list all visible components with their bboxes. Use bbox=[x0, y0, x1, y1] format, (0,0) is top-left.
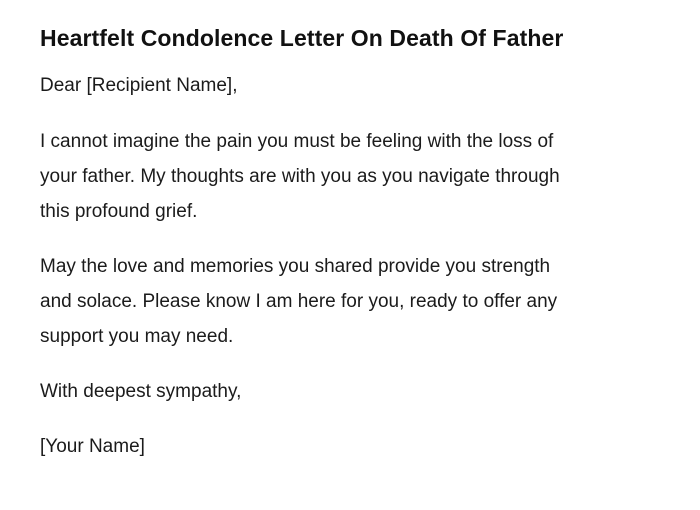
paragraph-line: your father. My thoughts are with you as you navigate through bbox=[40, 166, 560, 187]
paragraph-line: and solace. Please know I am here for you, ready to offer any bbox=[40, 291, 558, 312]
letter-salutation: Dear [Recipient Name], bbox=[40, 75, 238, 96]
letter-paragraph-1 bbox=[40, 124, 670, 229]
paragraph-line: I cannot imagine the pain you must be feeling with the loss of bbox=[40, 131, 554, 152]
paragraph-line: May the love and memories you shared provide you strength bbox=[40, 256, 551, 277]
paragraph-line: this profound grief. bbox=[40, 201, 198, 222]
letter-signature-placeholder: [Your Name] bbox=[40, 436, 145, 457]
paragraph-line: support you may need. bbox=[40, 326, 234, 347]
letter-paragraph-2 bbox=[40, 249, 670, 354]
letter-title: Heartfelt Condolence Letter On Death Of Father bbox=[40, 25, 564, 51]
letter-closing: With deepest sympathy, bbox=[40, 381, 242, 402]
